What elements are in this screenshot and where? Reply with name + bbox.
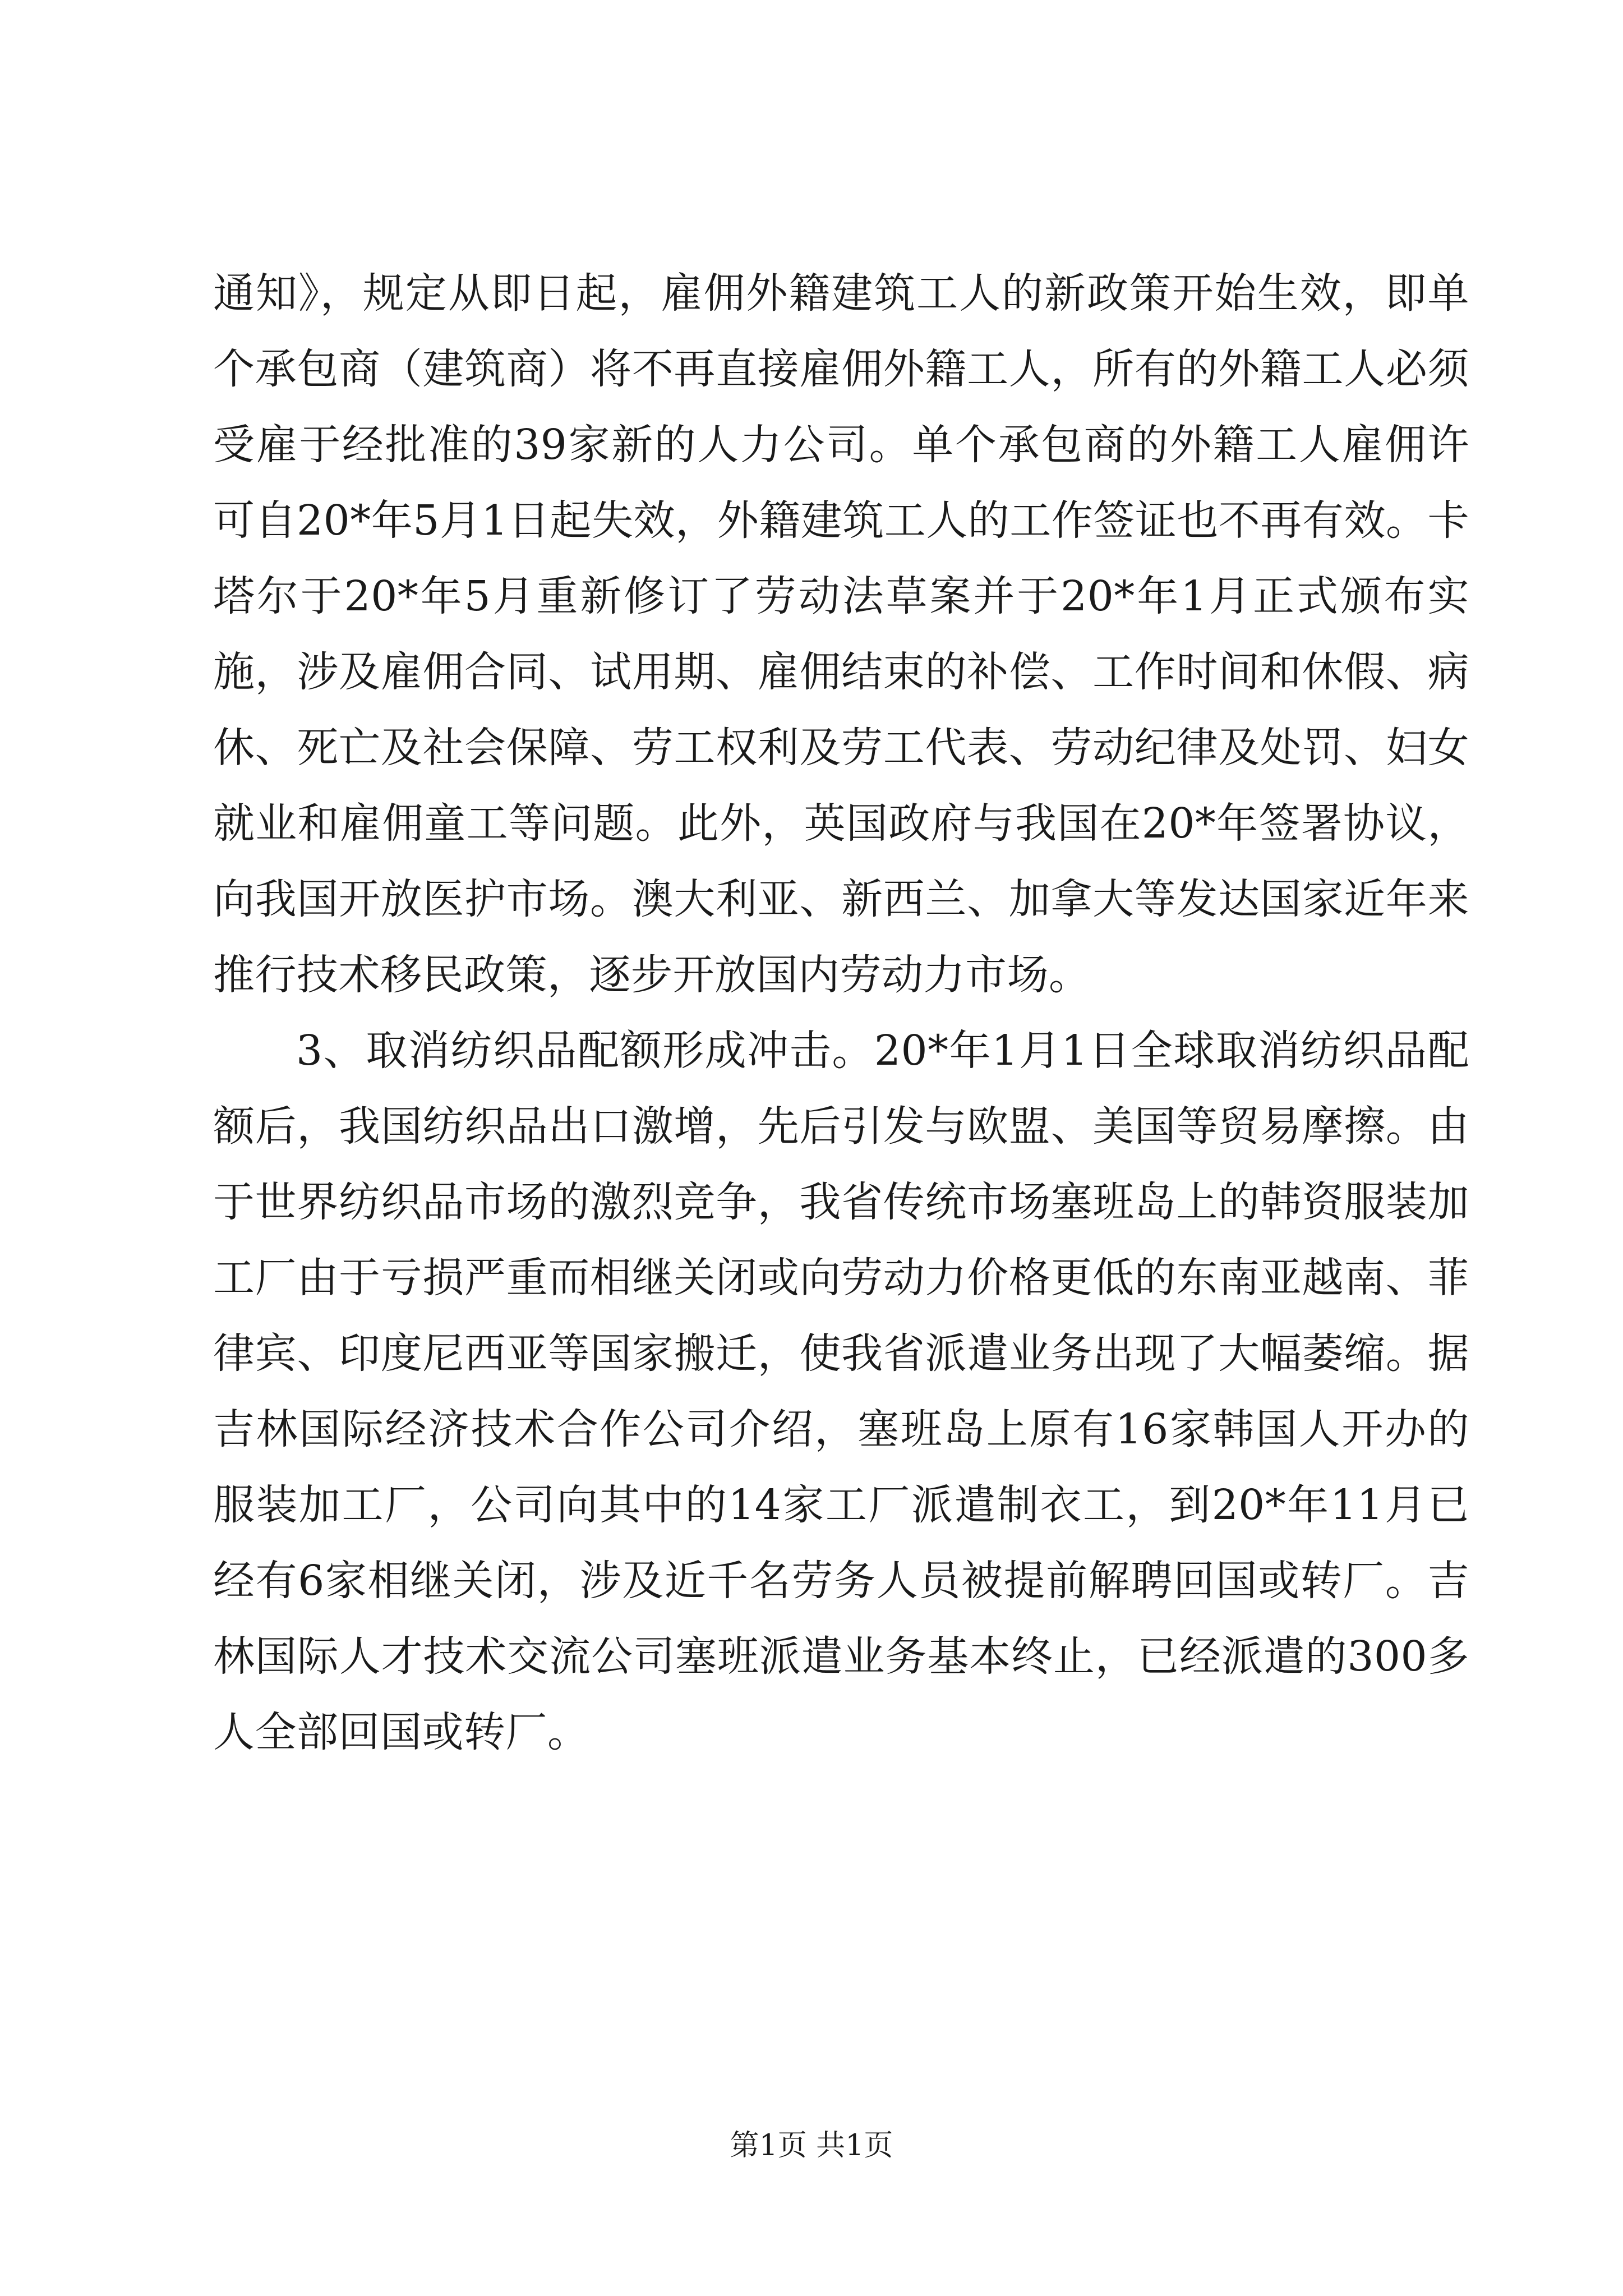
paragraph-labor-policy: 通知》，规定从即日起，雇佣外籍建筑工人的新政策开始生效，即单个承包商（建筑商）将不再直接雇佣外籍工人，所有的外籍工人必须受雇于经批准的39家新的人力公司。单个承包商的外籍工人雇佣许可自20*年5月1日起失效，外籍建筑工人的工作签证也不再有效。卡塔尔于20*年5月重新修订了劳动法草案并于20*年1月正式颁布实施，涉及雇佣合同、试用期、雇佣结束的补偿、工作时间和休假、病休、死亡及社会保障、劳工权利及劳工代表、劳动纪律及处罚、妇女就业和雇佣童工等问题。此外，英国政府与我国在20*年签署协议，向我国开放医护市场。澳大利亚、新西兰、加拿大等发达国家近年来推行技术移民政策，逐步开放国内劳动力市场。	[213, 269, 1469, 999]
page-footer: 第1页 共1页	[730, 2129, 893, 2162]
document-body	[213, 256, 1469, 1770]
paragraph-textile-quota: 3、取消纺织品配额形成冲击。20*年1月1日全球取消纺织品配额后，我国纺织品出口激增，先后引发与欧盟、美国等贸易摩擦。由于世界纺织品市场的激烈竞争，我省传统市场塞班岛上的韩资服装加工厂由于亏损严重而相继关闭或向劳动力价格更低的东南亚越南、菲律宾、印度尼西亚等国家搬迁，使我省派遣业务出现了大幅萎缩。据吉林国际经济技术合作公司介绍，塞班岛上原有16家韩国人开办的服装加工厂，公司向其中的14家工厂派遣制衣工，到20*年11月已经有6家相继关闭，涉及近千名劳务人员被提前解聘回国或转厂。吉林国际人才技术交流公司塞班派遣业务基本终止，已经派遣的300多人全部回国或转厂。	[213, 1027, 1469, 1756]
